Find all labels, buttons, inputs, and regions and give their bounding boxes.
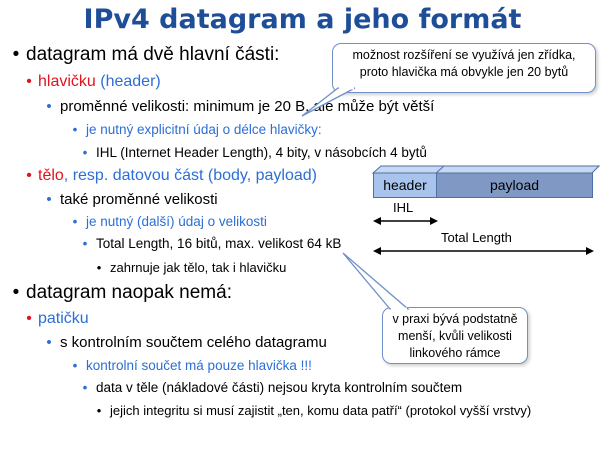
- bullet: •: [96, 403, 102, 418]
- outline-item-4: [64, 122, 322, 137]
- item-text: je nutný (další) údaj o velikosti: [86, 214, 267, 229]
- callout-line: linkového rámce: [409, 346, 501, 360]
- bullet: •: [46, 98, 52, 115]
- item-text: patičku: [38, 310, 89, 327]
- outline-item-16: [88, 403, 531, 418]
- outline-item-13: [38, 334, 327, 351]
- callout-header-size: [332, 43, 596, 93]
- item-text: zahrnuje jak tělo, tak i hlavičku: [110, 260, 287, 275]
- header-label: header: [383, 177, 427, 193]
- callout-line: v praxi bývá podstatně: [392, 312, 518, 326]
- bullet: •: [26, 310, 32, 327]
- outline-item-2: [20, 73, 161, 91]
- item-text-red: hlavičku: [38, 73, 96, 90]
- bullet: •: [26, 73, 32, 90]
- bullet: •: [46, 334, 52, 351]
- outline-item-12: [20, 310, 89, 328]
- bullet: •: [26, 167, 32, 184]
- total-length-label: Total Length: [441, 230, 512, 245]
- outline-item-8: [64, 214, 267, 229]
- segment-3d-top: [370, 163, 600, 203]
- slide-title: IPv4 datagram a jeho formát: [83, 4, 522, 35]
- item-text: s kontrolním součtem celého datagramu: [60, 334, 327, 351]
- item-text: také proměnné velikosti: [60, 191, 218, 208]
- outline-item-3: [38, 98, 434, 115]
- bullet: •: [72, 122, 78, 137]
- bullet: •: [82, 380, 88, 395]
- item-text: IHL (Internet Header Length), 4 bity, v násobcích 4 bytů: [96, 145, 427, 160]
- callout-bottom-tail: [340, 250, 420, 312]
- outline-item-9: [74, 236, 341, 251]
- ihl-arrow: [372, 215, 442, 227]
- item-text: je nutný explicitní údaj o délce hlavičky:: [86, 122, 322, 137]
- item-text: data v těle (nákladové části) nejsou kryta kontrolním součtem: [96, 380, 463, 395]
- bullet: •: [72, 214, 78, 229]
- callout-line: možnost rozšíření se využívá jen zřídka,: [352, 48, 576, 62]
- item-text: kontrolní součet má pouze hlavička !!!: [86, 358, 312, 373]
- callout-line: proto hlavička má obvykle jen 20 bytů: [359, 65, 569, 79]
- item-text-blue: , resp. datovou část (body, payload): [63, 167, 317, 184]
- bullet: •: [12, 282, 20, 303]
- outline-item-11: [6, 282, 232, 304]
- bullet: •: [82, 236, 88, 251]
- item-text-blue: (header): [95, 73, 161, 90]
- outline-item-1: [6, 44, 279, 66]
- item-text: jejich integritu si musí zajistit „ten, komu data patří“ (protokol vyšší vrstvy): [110, 403, 532, 418]
- outline-item-6: [20, 167, 317, 185]
- callout-line: menší, kvůli velikosti: [398, 329, 512, 343]
- ihl-label: IHL: [393, 200, 414, 215]
- bullet: •: [46, 191, 52, 208]
- item-text: Total Length, 16 bitů, max. velikost 64 kB: [96, 236, 342, 251]
- payload-label: payload: [489, 177, 540, 193]
- callout-total-length: [382, 307, 528, 364]
- bullet: •: [72, 358, 78, 373]
- item-text: datagram naopak nemá:: [26, 282, 232, 303]
- bullet: •: [96, 260, 102, 275]
- outline-item-5: [74, 145, 427, 160]
- item-text: proměnné velikosti: minimum je 20 B, ale může být větší: [60, 98, 435, 115]
- outline-item-14: [64, 358, 312, 373]
- callout-top-tail: [300, 82, 360, 120]
- bullet: •: [12, 44, 20, 65]
- item-text: datagram má dvě hlavní části:: [26, 44, 280, 65]
- outline-item-7: [38, 191, 218, 208]
- item-text-red: tělo: [38, 167, 64, 184]
- outline-item-10: [88, 260, 286, 275]
- bullet: •: [82, 145, 88, 160]
- outline-item-15: [74, 380, 462, 395]
